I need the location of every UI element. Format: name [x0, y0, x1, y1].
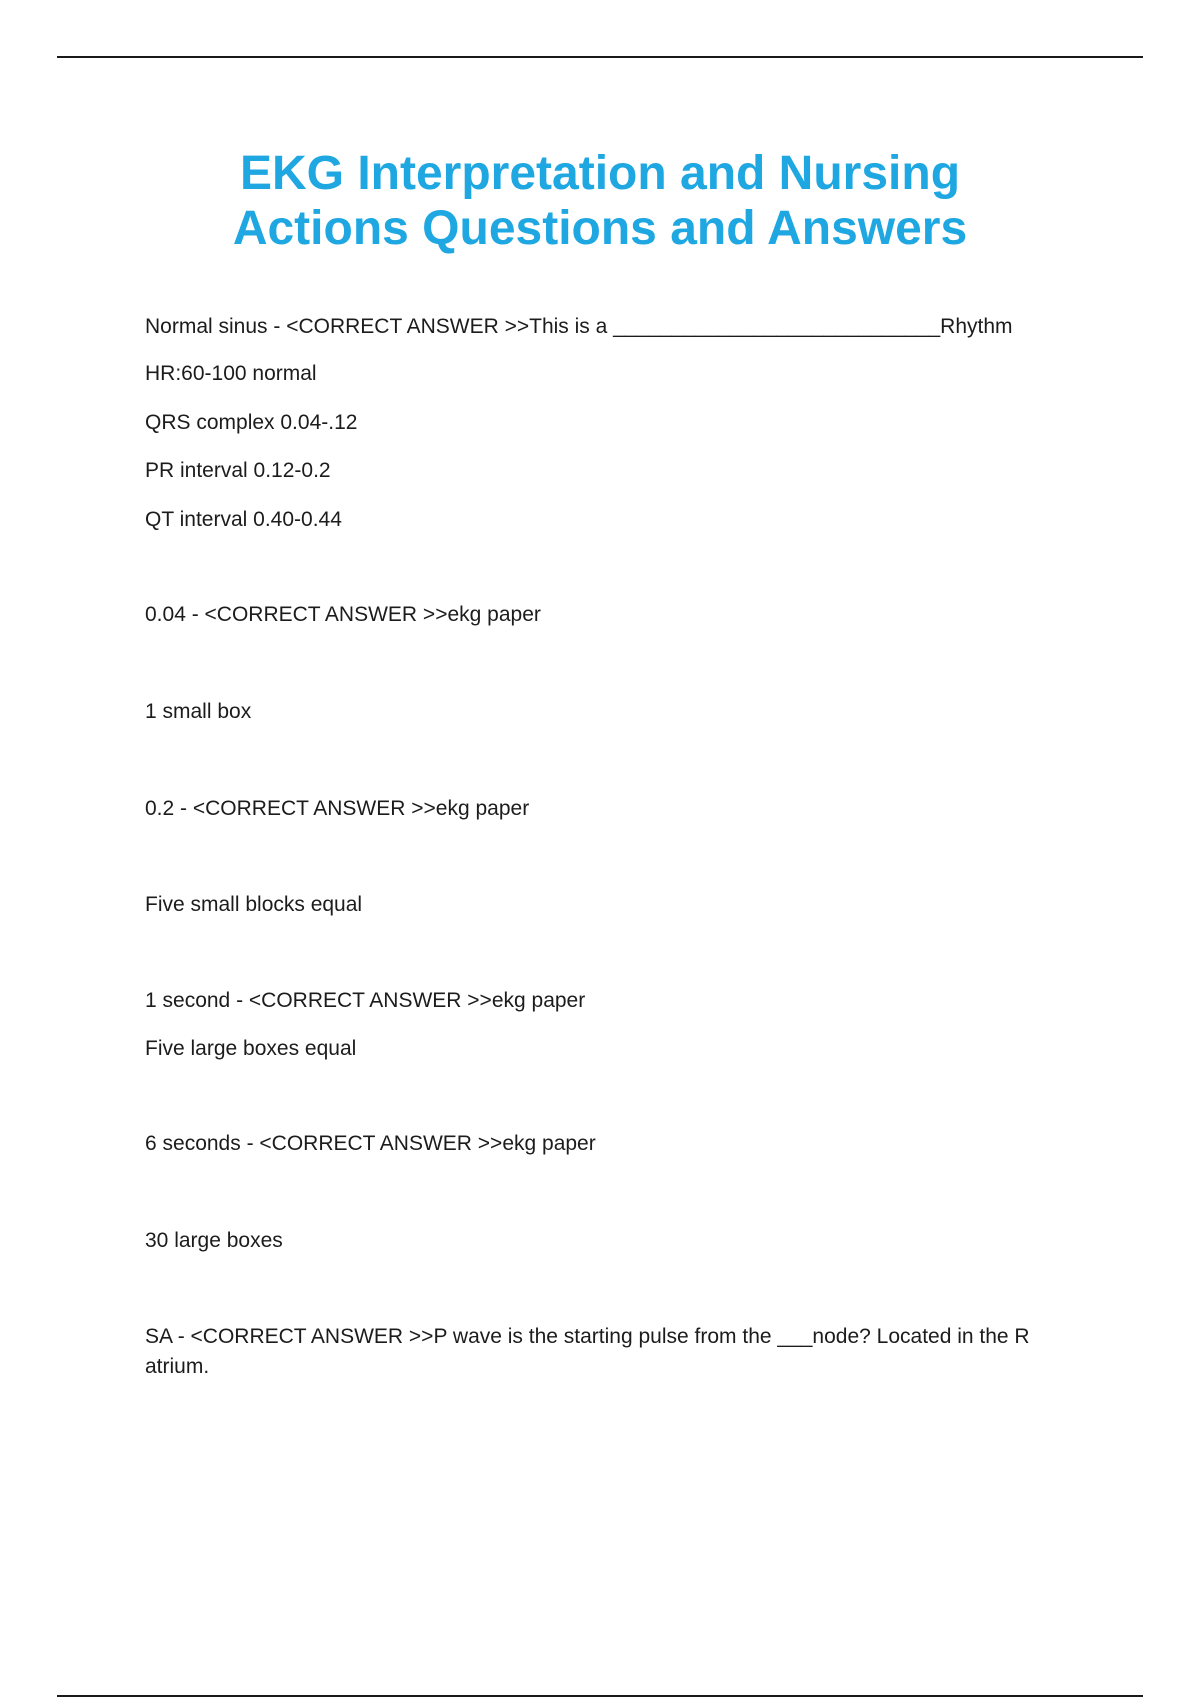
- entry-6-seconds: 6 seconds - <CORRECT ANSWER >>ekg paper: [145, 1132, 596, 1155]
- top-divider: [57, 56, 1143, 58]
- title-line-1: EKG Interpretation and Nursing: [239, 147, 961, 200]
- entry-heart-rate: HR:60-100 normal: [145, 362, 317, 385]
- bottom-divider: [57, 1695, 1143, 1697]
- entry-1-second: 1 second - <CORRECT ANSWER >>ekg paper: [145, 989, 586, 1012]
- entry-0-2: 0.2 - <CORRECT ANSWER >>ekg paper: [145, 797, 530, 820]
- entry-pr-interval: PR interval 0.12-0.2: [145, 459, 331, 482]
- entry-30-large-boxes: 30 large boxes: [145, 1229, 283, 1252]
- entry-qt-interval: QT interval 0.40-0.44: [145, 508, 342, 531]
- document-title: [0, 146, 1200, 256]
- entry-five-large-boxes: Five large boxes equal: [145, 1037, 357, 1060]
- entry-sa-node: SA - <CORRECT ANSWER >>P wave is the starting pulse from the ___node? Located in the R atrium.: [145, 1325, 1030, 1378]
- entry-0-04: 0.04 - <CORRECT ANSWER >>ekg paper: [145, 603, 541, 626]
- entry-1-small-box: 1 small box: [145, 700, 252, 723]
- entry-qrs-complex: QRS complex 0.04-.12: [145, 411, 358, 434]
- title-line-2: Actions Questions and Answers: [232, 202, 968, 255]
- entry-normal-sinus: Normal sinus - <CORRECT ANSWER >>This is a ____________________________Rhythm: [145, 315, 1013, 338]
- entry-five-small-blocks: Five small blocks equal: [145, 893, 363, 916]
